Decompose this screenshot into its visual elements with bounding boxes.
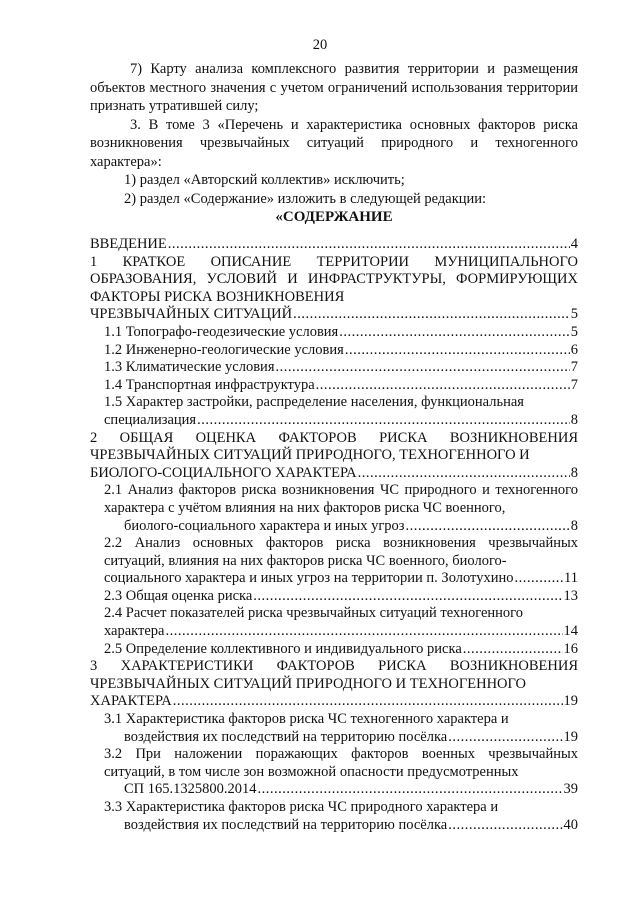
toc-entry-intro: ВВЕДЕНИЕ ..... 4 — [90, 236, 578, 254]
toc-entry-2-5: 2.5 Определение коллективного и индивидуального риска ..... 16 — [104, 641, 578, 659]
toc-entry-1-4: 1.4 Транспортная инфраструктура ..... 7 — [104, 377, 578, 395]
toc-entry-1-2: 1.2 Инженерно-геологические условия ..... 6 — [104, 342, 578, 360]
toc-entry-2-2: 2.2 Анализ основных факторов риска возникновения чрезвычайных ситуаций, влияния на них факторов риска ЧС военного, биолого- социального характера и иных угроз на территории п. Золотухино ..... 11 — [104, 535, 578, 588]
intro-paragraph-1: 7) Карту анализа комплексного развития территории и размещения объектов местного значения с учетом ограничений использования территории признать утратившей силу; — [90, 61, 578, 114]
intro-paragraph-2: 3. В томе 3 «Перечень и характеристика основных факторов риска возникновения чрезвычайных ситуаций природного и техногенного характера»: — [90, 116, 578, 170]
toc-entry-1: 1 КРАТКОЕ ОПИСАНИЕ ТЕРРИТОРИИ МУНИЦИПАЛЬНОГО ОБРАЗОВАНИЯ, УСЛОВИЙ И ИНФРАСТРУКТУРЫ, ФОРМИРУЮЩИХ ФАКТОРЫ РИСКА ВОЗНИКНОВЕНИЯ ЧРЕЗВЫЧАЙНЫХ СИТУАЦИЙ ..... 5 — [90, 254, 578, 324]
toc-entry-1-3: 1.3 Климатические условия ..... 7 — [104, 359, 578, 377]
page-number: 20 — [312, 37, 328, 53]
toc-entry-3-3: 3.3 Характеристика факторов риска ЧС природного характера и воздействия их последствий на территорию посёлка ..... 40 — [104, 799, 578, 834]
toc-entry-1-1: 1.1 Топографо-геодезические условия ..... 5 — [104, 324, 578, 342]
intro-paragraph-3: 1) раздел «Авторский коллектив» исключить; — [124, 172, 405, 188]
toc-entry-2: 2 ОБЩАЯ ОЦЕНКА ФАКТОРОВ РИСКА ВОЗНИКНОВЕНИЯ ЧРЕЗВЫЧАЙНЫХ СИТУАЦИЙ ПРИРОДНОГО, ТЕХНОГЕННОГО И БИОЛОГО-СОЦИАЛЬНОГО ХАРАКТЕРА ..... 8 — [90, 430, 578, 483]
toc-entry-3-1: 3.1 Характеристика факторов риска ЧС техногенного характера и воздействия их последствий на территорию посёлка ..... 19 — [104, 711, 578, 746]
toc-entry-2-3: 2.3 Общая оценка риска ..... 13 — [104, 588, 578, 606]
intro-paragraph-4: 2) раздел «Содержание» изложить в следующей редакции: — [124, 190, 487, 207]
toc-entry-3-2: 3.2 При наложении поражающих факторов военных чрезвычайных ситуаций, в том числе зон возможной опасности предусмотренных СП 165.1325800.2014 ..... 39 — [104, 746, 578, 799]
table-of-contents — [90, 236, 578, 834]
toc-entry-2-4: 2.4 Расчет показателей риска чрезвычайных ситуаций техногенного характера ..... 14 — [104, 605, 578, 640]
toc-entry-1-5: 1.5 Характер застройки, распределение населения, функциональная специализация ..... 8 — [104, 394, 578, 429]
intro-text — [90, 60, 578, 227]
toc-entry-2-1: 2.1 Анализ факторов риска возникновения ЧС природного и техногенного характера с учётом влияния на них факторов риска ЧС военного, биолого-социального характера и иных угроз ..... 8 — [104, 482, 578, 535]
toc-entry-3: 3 ХАРАКТЕРИСТИКИ ФАКТОРОВ РИСКА ВОЗНИКНОВЕНИЯ ЧРЕЗВЫЧАЙНЫХ СИТУАЦИЙ ПРИРОДНОГО И ТЕХНОГЕННОГО ХАРАКТЕРА ..... 19 — [90, 658, 578, 711]
contents-title: «СОДЕРЖАНИЕ — [275, 209, 393, 225]
